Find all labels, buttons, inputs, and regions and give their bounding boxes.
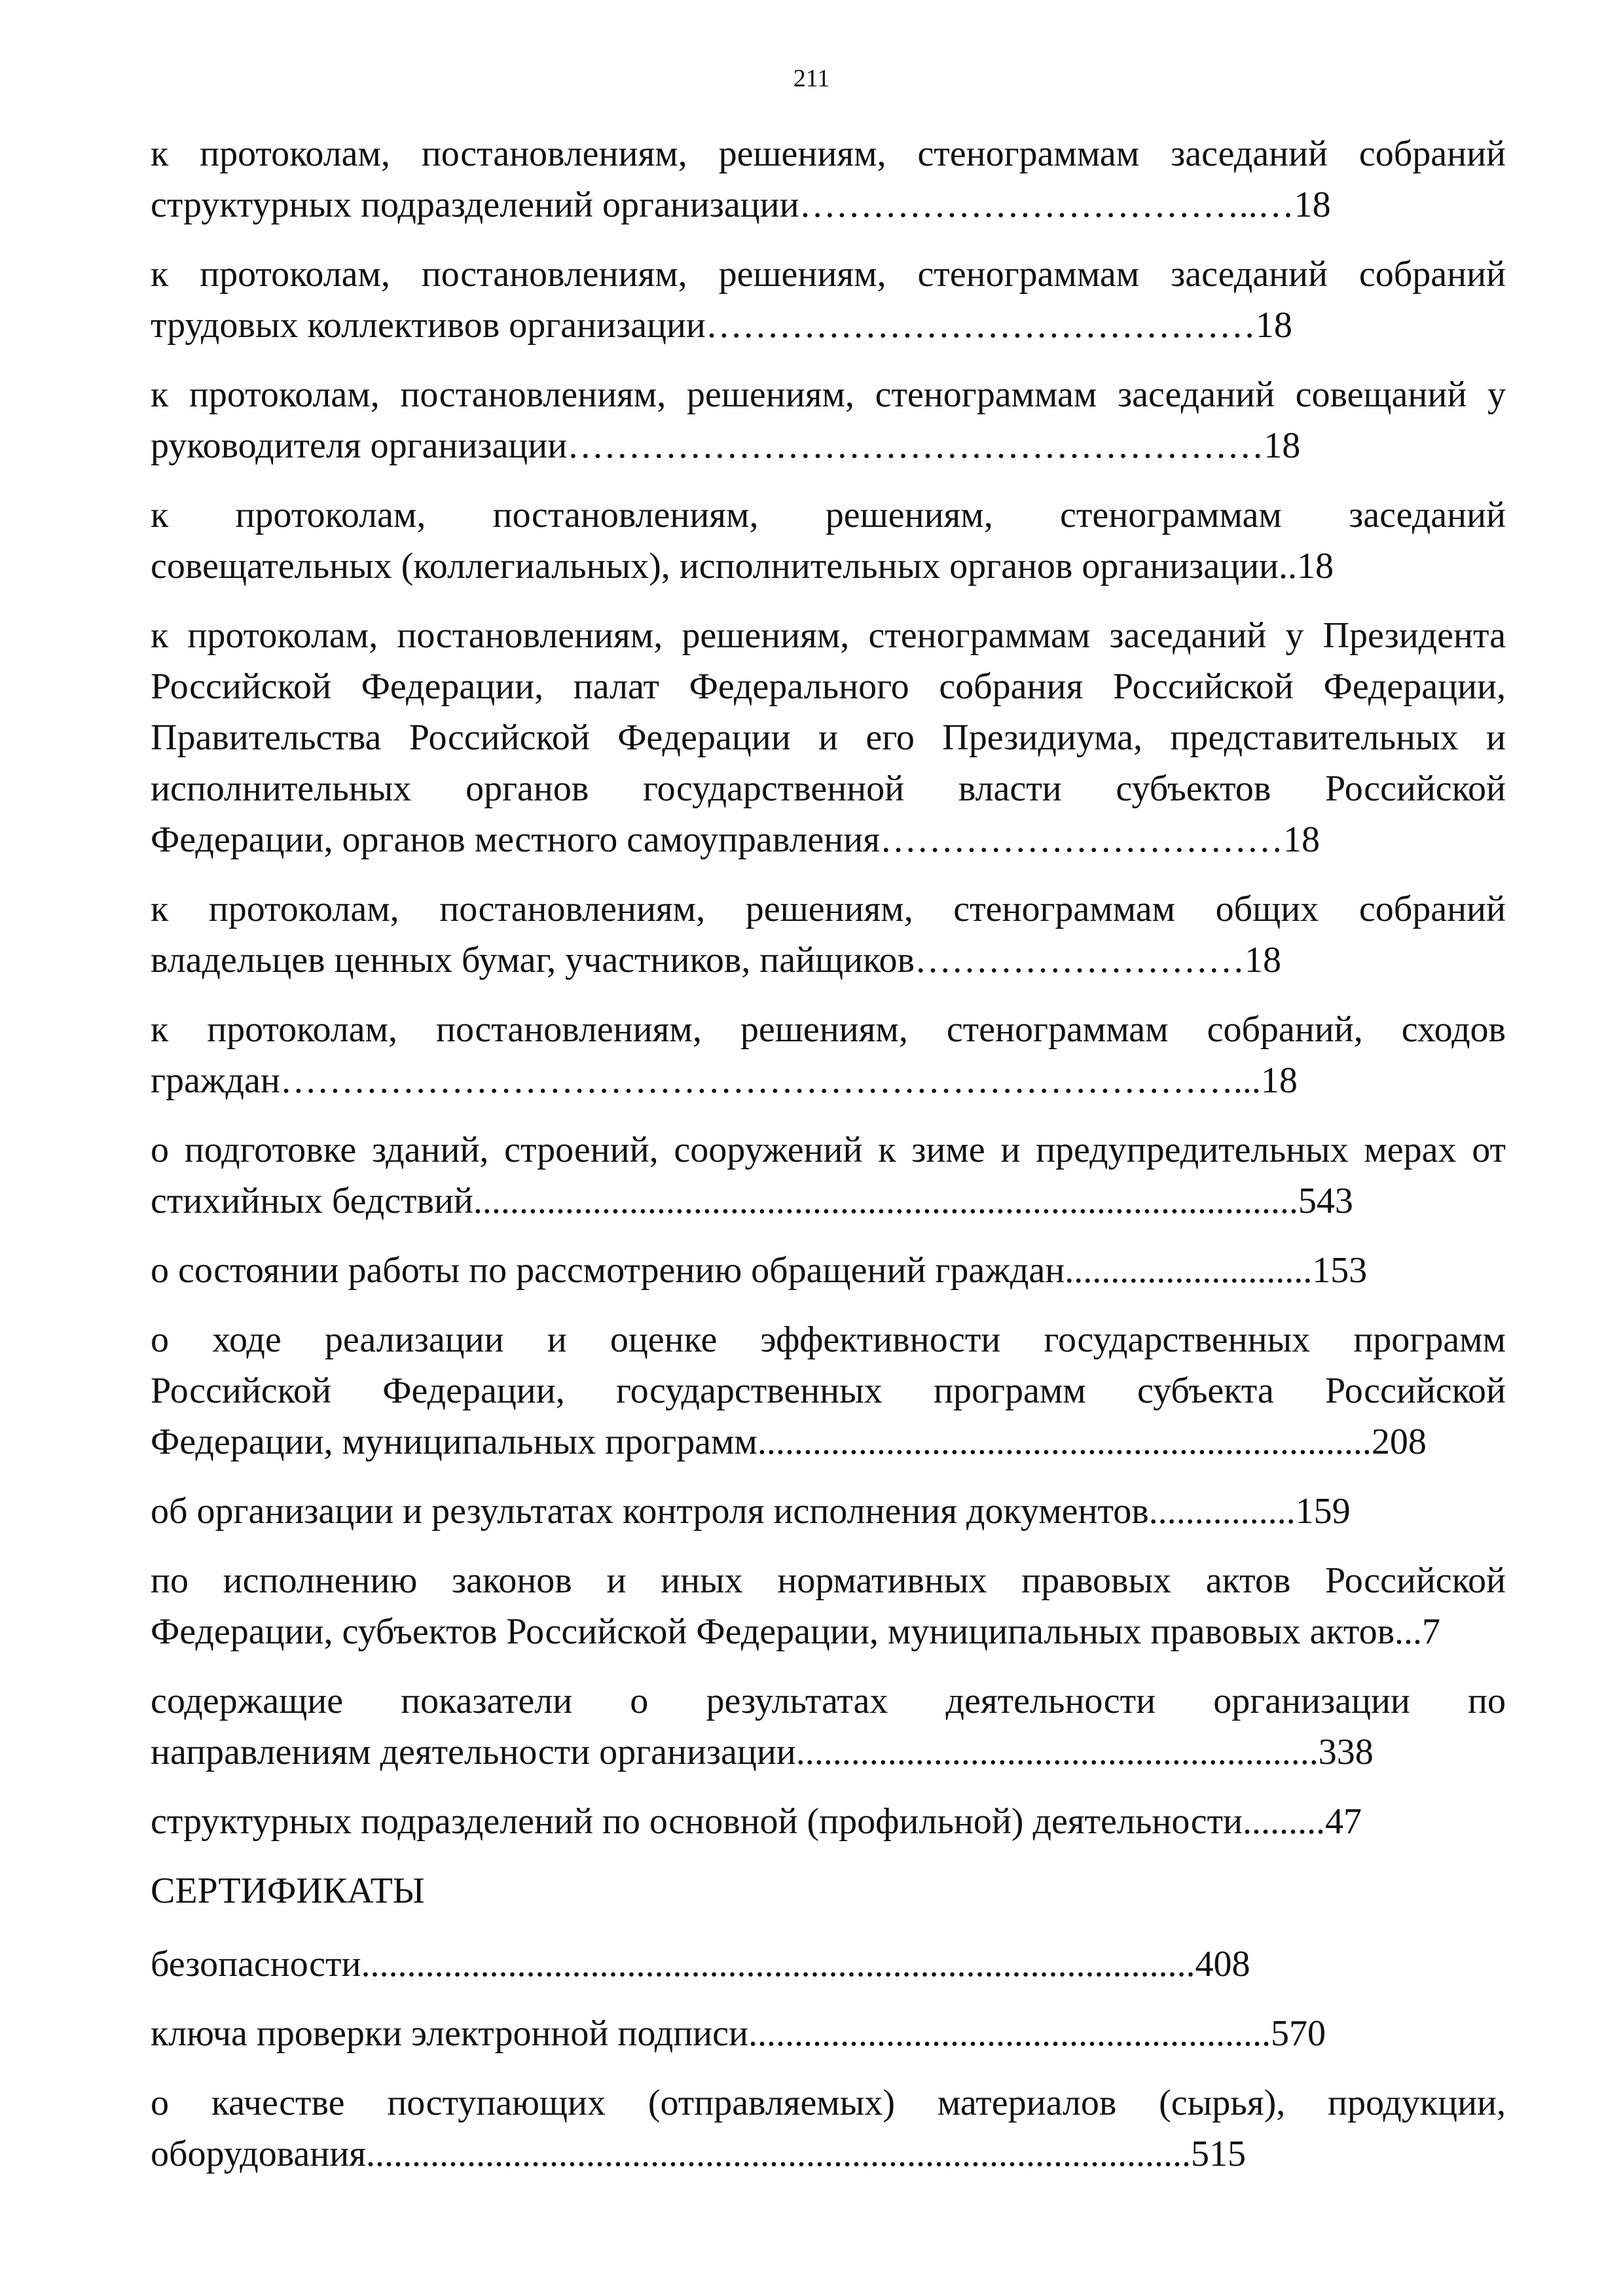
entry-page-number: 47: [1325, 1801, 1362, 1842]
entry-last-line: [151, 2008, 1506, 2059]
entry-last-line: [151, 1796, 1506, 1847]
entry-text-line: о ходе реализации и оценке эффективности государственных программ: [151, 1319, 1506, 1360]
entry-last-line: [151, 300, 1506, 351]
index-entry: [151, 1676, 1506, 1778]
entry-page-number: 18: [1255, 305, 1292, 346]
index-entry: [151, 1124, 1506, 1227]
entry-text-line: к протоколам, постановлениям, решениям, стенограммам общих собраний: [151, 889, 1506, 929]
dot-leader: ……………………………: [879, 819, 1283, 860]
dot-leader: ..........................................................................................: [365, 2134, 1191, 2174]
entry-tail-text: структурных подразделений организации: [151, 185, 799, 225]
index-entry: [151, 1486, 1506, 1537]
entry-tail-text: Федерации, муниципальных программ: [151, 1422, 757, 1462]
dot-leader: ................: [1148, 1491, 1296, 1532]
entry-tail-text: владельцев ценных бумаг, участников, пайщиков: [151, 940, 915, 980]
index-entry: [151, 1555, 1506, 1657]
dot-leader: ………………………: [914, 940, 1245, 980]
dot-leader: .........................................................: [748, 2013, 1271, 2054]
entry-text-line: о подготовке зданий, строений, сооружений к зиме и предупредительных мерах от: [151, 1130, 1506, 1170]
index-content: [151, 128, 1506, 2198]
entry-last-line: [151, 2128, 1506, 2179]
entry-tail-text: трудовых коллективов организации: [151, 305, 706, 346]
entry-tail-text: безопасности: [151, 1944, 361, 1984]
entry-tail-text: структурных подразделений по основной (профильной) деятельности: [151, 1801, 1243, 1842]
entry-text-line: к протоколам, постановлениям, решениям, стенограммам заседаний: [151, 495, 1506, 535]
entry-page-number: 18: [1283, 819, 1320, 860]
entry-text-line: к протоколам, постановлениям, решениям, стенограммам заседаний собраний: [151, 254, 1506, 295]
entry-tail-text: Федерации, органов местного самоуправления: [151, 819, 880, 860]
entry-last-line: [151, 1939, 1506, 1990]
entry-page-number: 159: [1295, 1491, 1351, 1532]
entry-last-line: [151, 814, 1506, 865]
dot-leader: ………………………………..: [799, 185, 1258, 225]
entry-text-line: к протоколам, постановлениям, решениям, стенограммам заседаний собраний: [151, 134, 1506, 174]
entry-tail-text: совещательных (коллегиальных), исполнительных органов организации: [151, 546, 1279, 586]
index-entry: [151, 2077, 1506, 2179]
entry-page-number: 338: [1318, 1732, 1374, 1772]
entry-last-line: [151, 1416, 1506, 1467]
entry-page-number: 18: [1297, 546, 1334, 586]
dot-leader: .........: [1243, 1801, 1326, 1842]
entry-page-number: 153: [1312, 1250, 1368, 1291]
entry-last-line: [151, 1606, 1506, 1657]
entry-page-number: 18: [1244, 940, 1281, 980]
page-number: 211: [793, 65, 830, 92]
index-entry: [151, 884, 1506, 986]
dot-leader: ………………………………………: [705, 305, 1256, 346]
index-entry: [151, 128, 1506, 230]
dot-leader: ..: [1279, 546, 1298, 586]
entry-page-number: 208: [1371, 1422, 1427, 1462]
entry-last-line: [151, 420, 1506, 471]
entry-last-line: [151, 1245, 1506, 1296]
entry-tail-text: направлениям деятельности организации: [151, 1732, 796, 1772]
entry-text-line: Российской Федерации, государственных программ субъекта Российской: [151, 1371, 1506, 1411]
entry-page-number: 18: [1264, 425, 1301, 466]
entries-list: [151, 128, 1506, 1847]
entry-tail-text: оборудования: [151, 2134, 366, 2174]
index-entry: [151, 1314, 1506, 1467]
index-entry: [151, 249, 1506, 351]
entry-page-number: 408: [1195, 1944, 1250, 1984]
entry-last-line: [151, 935, 1506, 986]
entry-text-line: содержащие показатели о результатах деятельности организации по: [151, 1681, 1506, 1721]
entry-page-number: 515: [1190, 2134, 1246, 2174]
entry-page-number: 7: [1422, 1611, 1441, 1652]
index-entry: [151, 1939, 1506, 1990]
index-entry: [151, 610, 1506, 865]
dot-leader: .........................................................: [795, 1732, 1319, 1772]
entry-text-line: о качестве поступающих (отправляемых) материалов (сырья), продукции,: [151, 2083, 1506, 2123]
entry-tail-text: Федерации, субъектов Российской Федерации, муниципальных правовых актов: [151, 1611, 1395, 1652]
dot-leader: ..........................................................................................: [473, 1181, 1298, 1221]
entry-text-line: к протоколам, постановлениям, решениям, стенограммам заседаний у Президента: [151, 615, 1506, 656]
dot-leader: …………………………………………………: [567, 425, 1264, 466]
entry-tail-text: стихийных бедствий: [151, 1181, 473, 1221]
entry-last-line: [151, 1175, 1506, 1227]
entry-text-line: Правительства Российской Федерации и его Президиума, представительных и: [151, 717, 1506, 758]
entry-tail-text: ключа проверки электронной подписи: [151, 2013, 748, 2054]
dot-leader: ……………………………………………………………………...: [280, 1060, 1261, 1101]
entry-tail-text: о состоянии работы по рассмотрению обращений граждан: [151, 1250, 1065, 1291]
index-entry: [151, 1004, 1506, 1106]
entry-page-number: …18: [1257, 185, 1331, 225]
index-entry: [151, 490, 1506, 592]
index-entry: [151, 1245, 1506, 1296]
dot-leader: ...................................................................: [757, 1422, 1372, 1462]
entry-tail-text: руководителя организации: [151, 425, 568, 466]
index-entry: [151, 2008, 1506, 2059]
entry-last-line: [151, 541, 1506, 592]
entry-last-line: [151, 1055, 1506, 1106]
dot-leader: ...: [1395, 1611, 1423, 1652]
entry-text-line: по исполнению законов и иных нормативных правовых актов Российской: [151, 1560, 1506, 1601]
entry-last-line: [151, 1486, 1506, 1537]
index-entry: [151, 1796, 1506, 1847]
entry-last-line: [151, 1727, 1506, 1778]
section-heading: СЕРТИФИКАТЫ: [151, 1871, 425, 1911]
dot-leader: ...........................: [1065, 1250, 1313, 1291]
dot-leader: ...........................................................................................: [361, 1944, 1195, 1984]
entry-last-line: [151, 179, 1506, 230]
entry-text-line: к протоколам, постановлениям, решениям, стенограммам собраний, сходов: [151, 1009, 1506, 1050]
entry-tail-text: граждан: [151, 1060, 280, 1101]
index-entry: [151, 369, 1506, 471]
entry-tail-text: об организации и результатах контроля исполнения документов: [151, 1491, 1149, 1532]
entry-text-line: Российской Федерации, палат Федерального собрания Российской Федерации,: [151, 666, 1506, 707]
entry-page-number: 543: [1298, 1181, 1353, 1221]
entry-page-number: 18: [1260, 1060, 1298, 1101]
entry-text-line: к протоколам, постановлениям, решениям, стенограммам заседаний совещаний у: [151, 374, 1506, 415]
cert-entries-list: [151, 1939, 1506, 2179]
entry-page-number: 570: [1270, 2013, 1326, 2054]
entry-text-line: исполнительных органов государственной власти субъектов Российской: [151, 768, 1506, 809]
